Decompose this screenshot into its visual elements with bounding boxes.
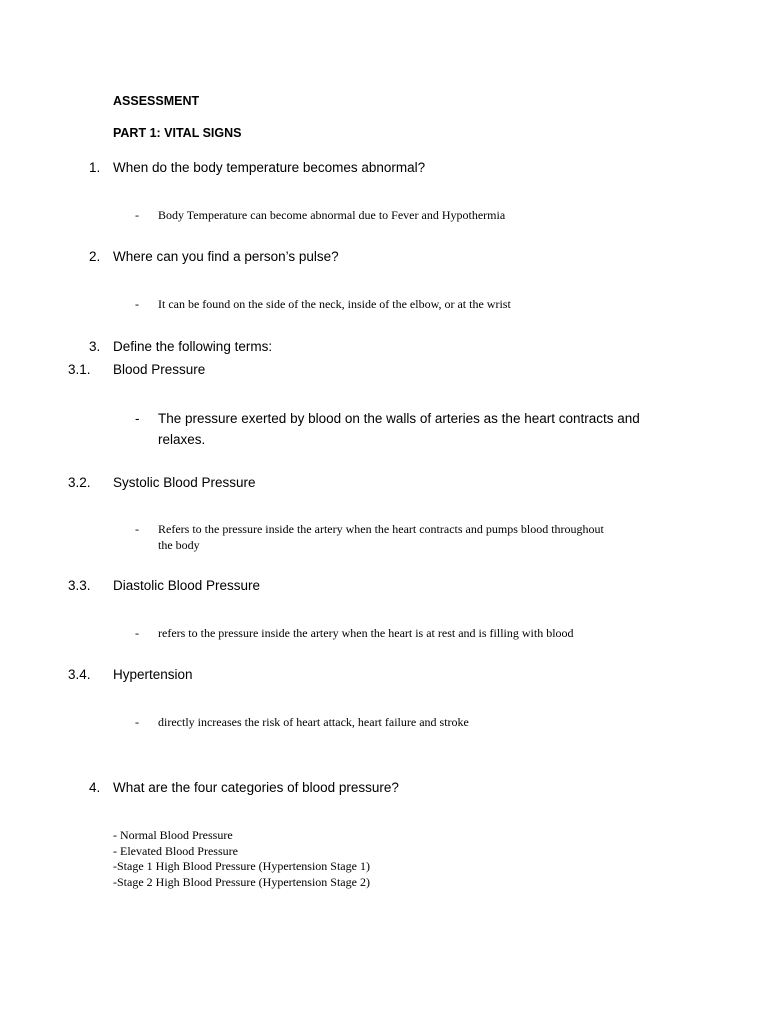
question-1-number: 1. xyxy=(89,160,101,175)
term-3-2-dash: - xyxy=(135,522,139,536)
question-3-text: Define the following terms: xyxy=(113,339,273,354)
term-3-4-answer-line1: directly increases the risk of heart attack, heart failure and stroke xyxy=(158,715,469,729)
category-normal: - Normal Blood Pressure xyxy=(113,828,233,842)
category-stage-1: -Stage 1 High Blood Pressure (Hypertension Stage 1) xyxy=(113,859,370,873)
term-3-1-number: 3.1. xyxy=(68,362,91,377)
question-3-number: 3. xyxy=(89,339,101,354)
question-2-text: Where can you find a person’s pulse? xyxy=(113,249,339,264)
answer-1-text: Body Temperature can become abnormal due to Fever and Hypothermia xyxy=(158,208,506,222)
document-heading: ASSESSMENT xyxy=(113,94,200,108)
term-3-3-number: 3.3. xyxy=(68,578,91,593)
term-3-2-answer-line2: the body xyxy=(158,538,200,552)
answer-2-text: It can be found on the side of the neck, inside of the elbow, or at the wrist xyxy=(158,297,511,311)
term-3-3-answer-line1: refers to the pressure inside the artery when the heart is at rest and is filling with blood xyxy=(158,626,574,640)
answer-2-dash: - xyxy=(135,297,139,311)
term-3-1-answer-line1: The pressure exerted by blood on the walls of arteries as the heart contracts and xyxy=(158,411,640,426)
term-3-2-answer-line1: Refers to the pressure inside the artery when the heart contracts and pumps blood throughout xyxy=(158,522,604,536)
term-3-2-label: Systolic Blood Pressure xyxy=(113,475,256,490)
term-3-2-number: 3.2. xyxy=(68,475,91,490)
term-3-1-dash: - xyxy=(135,411,140,426)
term-3-4-label: Hypertension xyxy=(113,667,193,682)
term-3-3-label: Diastolic Blood Pressure xyxy=(113,578,261,593)
question-2-number: 2. xyxy=(89,249,101,264)
term-3-4-dash: - xyxy=(135,715,139,729)
category-stage-2: -Stage 2 High Blood Pressure (Hypertension Stage 2) xyxy=(113,875,370,889)
question-4-number: 4. xyxy=(89,780,101,795)
answer-1-dash: - xyxy=(135,208,139,222)
part-title: PART 1: VITAL SIGNS xyxy=(113,126,242,140)
question-1-text: When do the body temperature becomes abnormal? xyxy=(113,160,426,175)
category-elevated: - Elevated Blood Pressure xyxy=(113,844,238,858)
question-4-text: What are the four categories of blood pressure? xyxy=(113,780,399,795)
term-3-1-label: Blood Pressure xyxy=(113,362,206,377)
term-3-3-dash: - xyxy=(135,626,139,640)
term-3-4-number: 3.4. xyxy=(68,667,91,682)
term-3-1-answer-line2: relaxes. xyxy=(158,432,206,447)
